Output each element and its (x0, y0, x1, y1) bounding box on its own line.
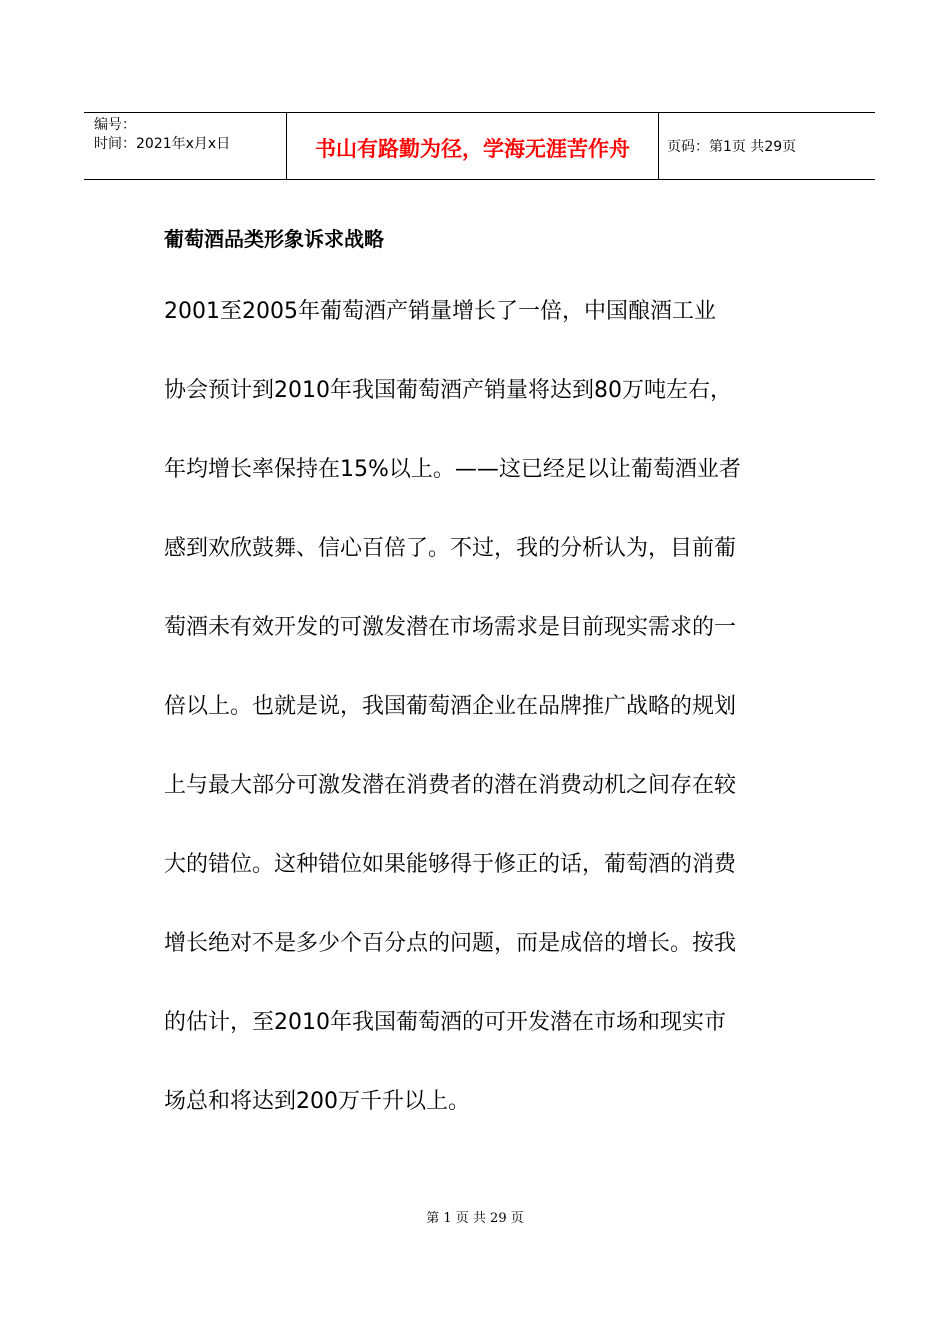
body-line: 的估计，至2010年我国葡萄酒的可开发潜在市场和现实市 (164, 1010, 726, 1035)
body-line: 大的错位。这种错位如果能够得于修正的话，葡萄酒的消费 (164, 852, 737, 877)
body-line: 上与最大部分可激发潜在消费者的潜在消费动机之间存在较 (164, 773, 737, 798)
body-line: 年均增长率保持在15%以上。——这已经足以让葡萄酒业者 (164, 457, 741, 482)
document-title: 葡萄酒品类形象诉求战略 (164, 227, 384, 251)
body-line: 倍以上。也就是说，我国葡萄酒企业在品牌推广战略的规划 (164, 694, 737, 719)
body-paragraph (164, 286, 804, 1155)
body-line: 感到欢欣鼓舞、信心百倍了。不过，我的分析认为，目前葡 (164, 536, 737, 561)
header-page-info: 页码：第1页 共29页 (667, 139, 797, 155)
header-motto: 书山有路勤为径，学海无涯苦作舟 (286, 113, 659, 179)
page-header (84, 112, 875, 180)
body-line: 萄酒未有效开发的可激发潜在市场需求是目前现实需求的一 (164, 615, 737, 640)
page-footer: 第 1 页 共 29 页 (426, 1211, 524, 1226)
time-label: 时间：2021年x月x日 (94, 136, 231, 152)
body-line: 协会预计到2010年我国葡萄酒产销量将达到80万吨左右， (164, 378, 732, 403)
number-label: 编号： (94, 117, 136, 133)
body-line: 增长绝对不是多少个百分点的问题，而是成倍的增长。按我 (164, 931, 737, 956)
body-line: 场总和将达到200万千升以上。 (164, 1089, 470, 1114)
body-line: 2001至2005年葡萄酒产销量增长了一倍，中国酿酒工业 (164, 299, 716, 324)
header-meta (84, 113, 286, 179)
